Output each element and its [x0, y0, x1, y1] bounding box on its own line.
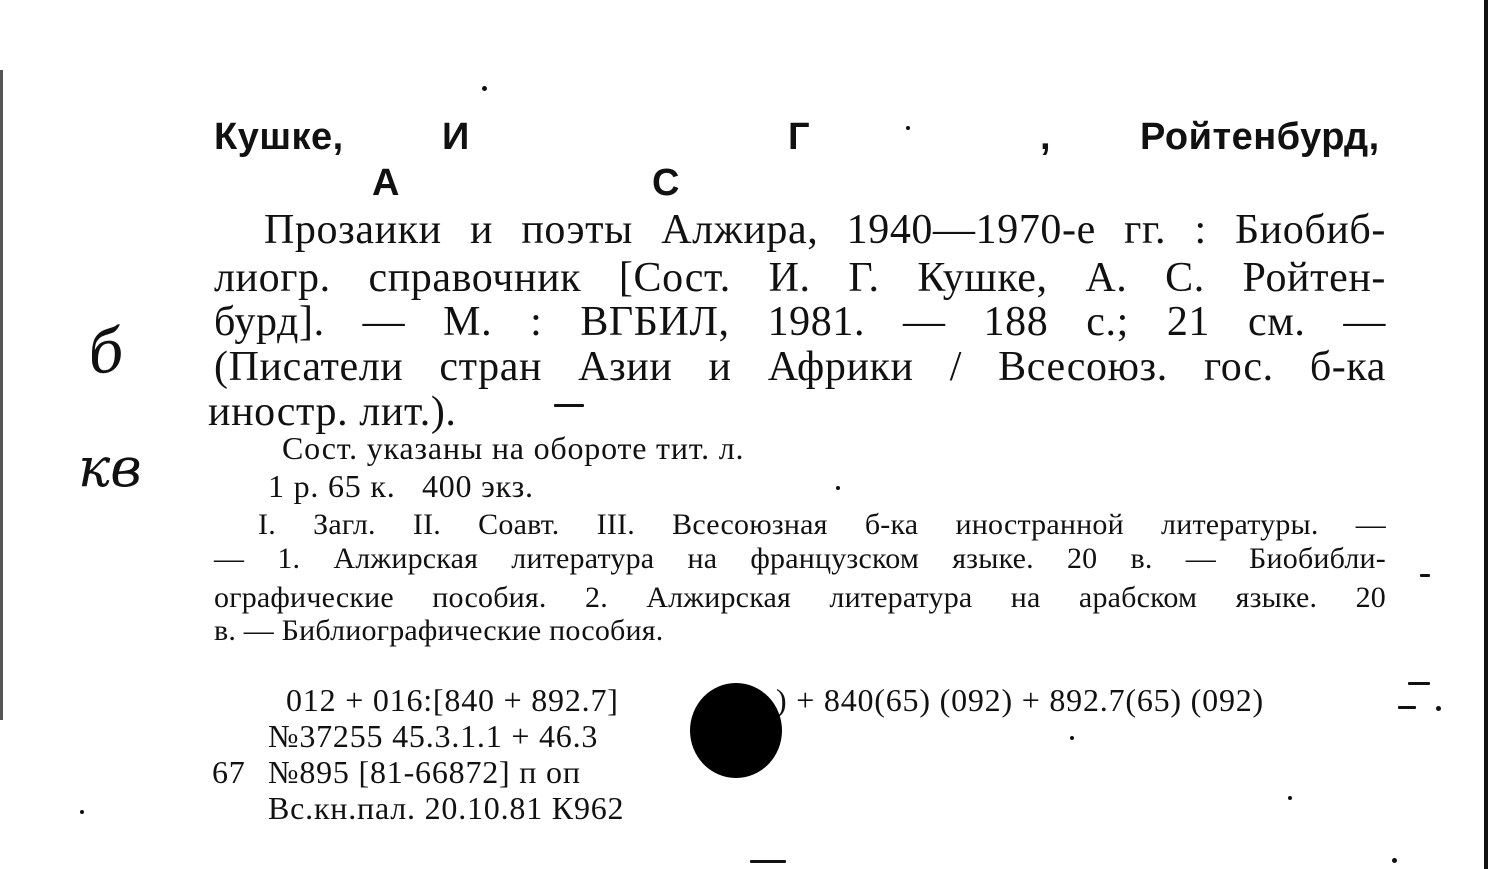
scan-speck — [1408, 682, 1430, 685]
author2-surname: Ройтенбурд, — [1140, 116, 1380, 158]
udc-index: ) + 840(65) (092) + 892.7(65) (092) — [776, 682, 1264, 718]
scan-speck — [80, 810, 84, 814]
card-prefix: 67 — [212, 754, 246, 790]
author2-initial: А — [372, 162, 400, 204]
tracing-line: — 1. Алжирская литература на французском языке. 20 в. — Биобибли- — [214, 542, 1386, 575]
note-line: Сост. указаны на обороте тит. л. — [282, 430, 745, 466]
scan-speck — [554, 404, 584, 407]
tracing-line: ографические пособия. 2. Алжирская литература на арабском языке. 20 — [214, 581, 1386, 614]
handwritten-note: б — [83, 315, 128, 389]
scan-speck — [1392, 858, 1397, 863]
description-line: лиогр. справочник [Сост. И. Г. Кушке, А. С. Ройтен- — [214, 255, 1386, 301]
author1-initial: И — [442, 116, 470, 158]
scan-speck — [1288, 796, 1292, 800]
handwritten-note: кв — [78, 436, 142, 499]
author-separator: , — [1040, 116, 1052, 158]
author1-surname: Кушке, — [214, 116, 344, 158]
scan-speck — [482, 86, 487, 91]
scan-speck — [750, 860, 786, 863]
description-line: иностр. лит.). — [208, 389, 457, 435]
description-line: бурд]. — М. : ВГБИЛ, 1981. — 188 с.; 21 см. — — [214, 299, 1386, 345]
tracing-line: в. — Библиографические пособия. — [214, 614, 664, 647]
scan-speck — [836, 486, 840, 490]
scan-speck — [1398, 706, 1416, 709]
scan-speck — [906, 126, 910, 130]
card-left-edge — [0, 70, 3, 720]
author2-initial: С — [652, 162, 680, 204]
scan-speck — [1436, 706, 1441, 711]
author1-initial: Г — [788, 116, 811, 158]
tracing-line: I. Загл. II. Соавт. III. Всесоюзная б-ка иностранной литературы. — — [258, 508, 1386, 541]
card-number: №895 [81-66872] п оп — [268, 754, 581, 790]
note-line: 1 р. 65 к. 400 экз. — [268, 468, 534, 504]
scan-speck — [1420, 574, 1430, 577]
udc-index: 012 + 016:[840 + 892.7] — [286, 682, 619, 718]
registration-number: №37255 45.3.1.1 + 46.3 — [268, 718, 599, 754]
book-chamber-line: Вс.кн.пал. 20.10.81 К962 — [268, 790, 625, 826]
description-line: Прозаики и поэты Алжира, 1940—1970-е гг. : Биобиб- — [264, 207, 1386, 253]
punch-hole — [690, 683, 782, 778]
scan-speck — [1070, 736, 1074, 740]
card-right-edge — [1484, 0, 1488, 869]
description-line: (Писатели стран Азии и Африки / Всесоюз. гос. б-ка — [214, 344, 1386, 390]
